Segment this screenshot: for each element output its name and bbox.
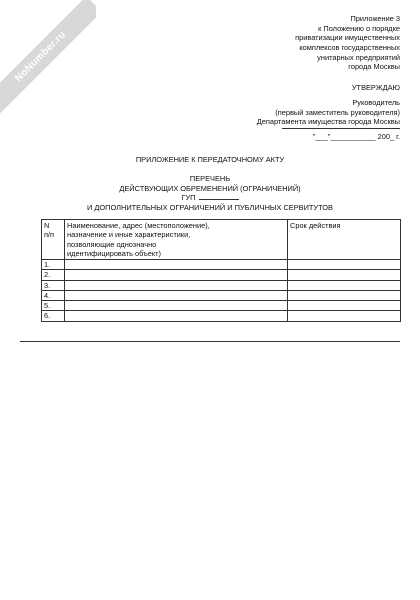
- row-number: 2.: [42, 270, 65, 280]
- table-row: [42, 290, 401, 300]
- list-title: ПЕРЕЧЕНЬ: [189, 174, 231, 183]
- approve-label: УТВЕРЖДАЮ: [351, 83, 400, 92]
- annex-line: к Положению о порядке: [318, 23, 400, 33]
- list-heading: [0, 174, 420, 213]
- row-term-cell[interactable]: [288, 270, 401, 280]
- row-term-cell[interactable]: [288, 301, 401, 311]
- watermark: NoNumber.ru: [0, 0, 96, 118]
- annex-line: приватизации имущественных: [295, 33, 400, 43]
- annex-line: Приложение 3: [350, 14, 400, 23]
- row-object-cell[interactable]: [65, 260, 288, 270]
- approver-title: [257, 98, 400, 127]
- row-number: 3.: [42, 280, 65, 290]
- header-number: N п/п: [42, 220, 65, 260]
- approver-line: Департамента имущества города Москвы: [256, 117, 400, 127]
- row-number: 6.: [42, 311, 65, 321]
- annex-title: ПРИЛОЖЕНИЕ К ПЕРЕДАТОЧНОМУ АКТУ: [135, 155, 285, 164]
- annex-line: города Москвы: [348, 62, 400, 72]
- row-number: 4.: [42, 290, 65, 300]
- row-object-cell[interactable]: [65, 290, 288, 300]
- annex-line: унитарных предприятий: [317, 52, 400, 62]
- date-line: "___"___________ 200_ г.: [312, 132, 400, 141]
- encumbrances-table: [41, 219, 401, 322]
- table-row: [42, 270, 401, 280]
- list-subtitle: ДЕЙСТВУЮЩИХ ОБРЕМЕНЕНИЙ (ОГРАНИЧЕНИЙ): [119, 183, 301, 193]
- gup-row: [0, 193, 420, 203]
- table-row: [42, 301, 401, 311]
- row-object-cell[interactable]: [65, 301, 288, 311]
- list-subtitle-2: И ДОПОЛНИТЕЛЬНЫХ ОГРАНИЧЕНИЙ И ПУБЛИЧНЫХ СЕРВИТУТОВ: [87, 202, 333, 212]
- bottom-divider: [20, 341, 400, 342]
- table-header-row: [42, 220, 401, 260]
- signature-line: [282, 128, 400, 129]
- header-object-name: Наименование, адрес (местоположение), назначение и иные характеристики, позволяющие однозначно идентифицировать объект): [65, 220, 288, 260]
- gup-blank-line: [199, 193, 239, 200]
- signature-date-block: [282, 128, 400, 142]
- annex-line: комплексов государственных: [299, 42, 400, 52]
- table-row: [42, 280, 401, 290]
- table-row: [42, 311, 401, 321]
- row-object-cell[interactable]: [65, 270, 288, 280]
- row-number: 1.: [42, 260, 65, 270]
- row-term-cell[interactable]: [288, 260, 401, 270]
- row-object-cell[interactable]: [65, 280, 288, 290]
- row-number: 5.: [42, 301, 65, 311]
- row-object-cell[interactable]: [65, 311, 288, 321]
- watermark-area: [0, 0, 96, 126]
- approver-line: Руководитель: [352, 98, 400, 107]
- header-term: Срок действия: [288, 220, 401, 260]
- annex-reference: [295, 14, 400, 72]
- row-term-cell[interactable]: [288, 280, 401, 290]
- row-term-cell[interactable]: [288, 311, 401, 321]
- approver-line: (первый заместитель руководителя): [275, 107, 400, 117]
- table-row: [42, 260, 401, 270]
- row-term-cell[interactable]: [288, 290, 401, 300]
- gup-label: ГУП: [181, 193, 196, 203]
